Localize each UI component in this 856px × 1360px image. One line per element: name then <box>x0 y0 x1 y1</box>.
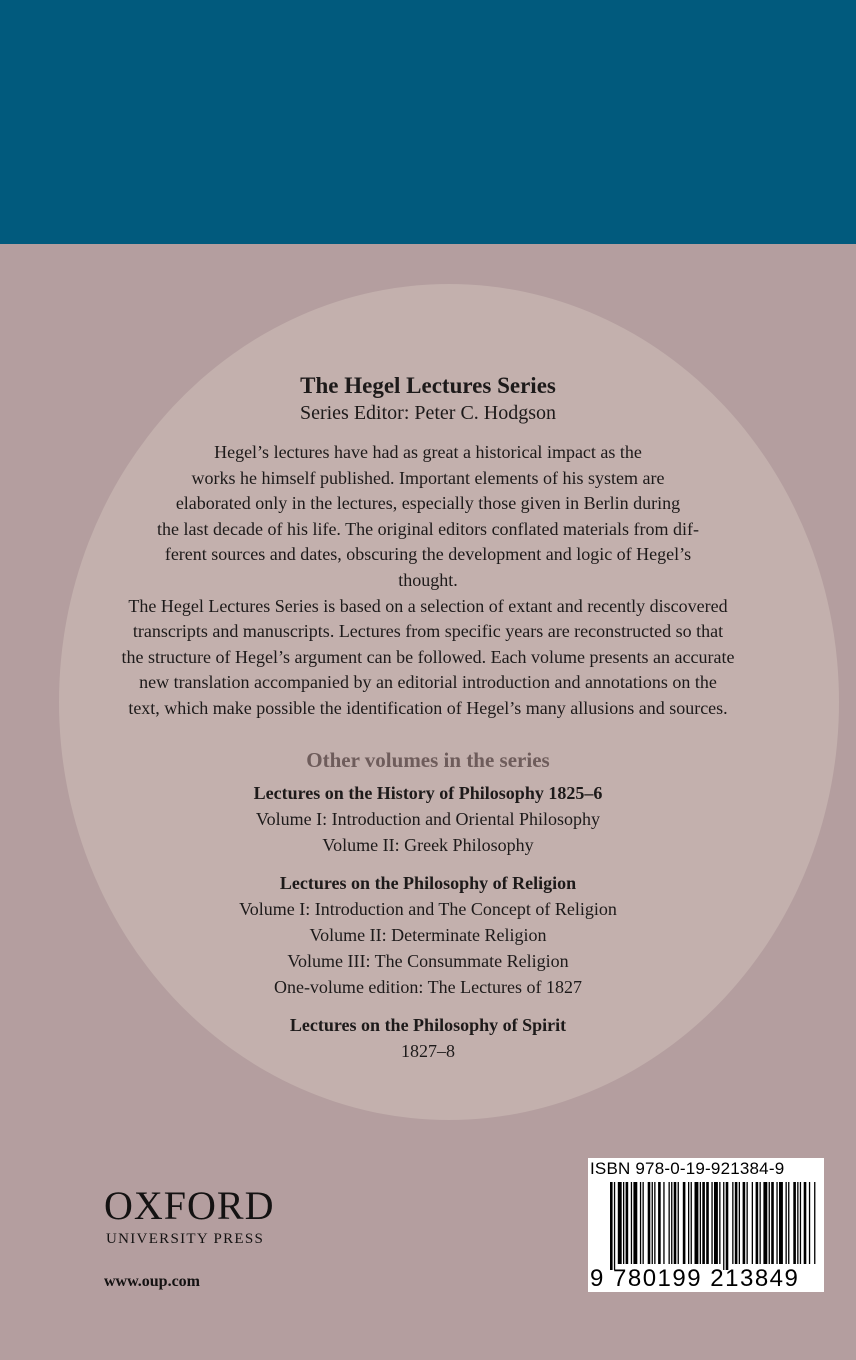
other-volumes-heading: Other volumes in the series <box>306 747 550 772</box>
barcode-bar <box>652 1182 653 1264</box>
paragraph-line: the last decade of his life. The original editors conflated materials from dif- <box>157 518 699 539</box>
barcode-bar <box>763 1182 767 1264</box>
barcode-bar <box>626 1182 629 1264</box>
description-paragraph-2 <box>48 594 808 722</box>
volume-group-title: Lectures on the Philosophy of Spirit <box>289 1014 567 1035</box>
description-paragraph-1 <box>83 440 773 594</box>
series-editor: Series Editor: Peter C. Hodgson <box>299 402 557 424</box>
paragraph-line: thought. <box>398 569 458 590</box>
barcode-bar <box>623 1182 624 1264</box>
publisher-url: www.oup.com <box>104 1273 201 1290</box>
isbn-label: ISBN 978-0-19-921384-9 <box>590 1159 785 1178</box>
volume-item: Volume I: Introduction and Oriental Philosophy <box>255 808 601 829</box>
barcode-bar <box>735 1182 738 1264</box>
barcode-bar <box>702 1182 705 1264</box>
barcode-bar <box>610 1182 613 1270</box>
barcode-bar <box>739 1182 740 1264</box>
barcode-bar <box>776 1182 777 1264</box>
paragraph-line: new translation accompanied by an editorial introduction and annotations on the <box>139 672 717 693</box>
barcode-bar <box>671 1182 672 1264</box>
barcode-bar <box>788 1182 789 1264</box>
volume-item: Volume II: Greek Philosophy <box>322 834 534 855</box>
barcode-bar <box>658 1182 661 1264</box>
barcode-bar <box>678 1182 679 1264</box>
barcode-bar <box>797 1182 798 1264</box>
oxford-logo <box>104 1183 314 1248</box>
barcode-bar <box>695 1182 699 1264</box>
volume-group-title: Lectures on the History of Philosophy 1825–6 <box>253 782 603 803</box>
barcode-bar <box>711 1182 712 1264</box>
barcode-bar <box>674 1182 677 1264</box>
volume-item: Volume II: Determinate Religion <box>309 924 547 945</box>
paragraph-line: Hegel’s lectures have had as great a historical impact as the <box>214 442 642 462</box>
barcode-bar <box>714 1182 718 1264</box>
volume-item: 1827–8 <box>401 1040 455 1061</box>
barcode-bar <box>723 1182 724 1270</box>
barcode-bar <box>732 1182 733 1264</box>
volume-group-religion <box>80 870 776 1000</box>
barcode-bar <box>654 1182 655 1264</box>
barcode-digits: 9 780199 213849 <box>590 1265 800 1292</box>
barcode-bar <box>756 1182 759 1264</box>
barcode-bar <box>719 1182 720 1264</box>
barcode-bar <box>614 1182 615 1270</box>
barcode-bar <box>669 1182 670 1264</box>
barcode-bar <box>769 1182 770 1264</box>
top-color-band <box>0 0 856 244</box>
barcode-bar <box>618 1182 622 1264</box>
barcode-bar <box>752 1182 753 1264</box>
barcode-bar <box>700 1182 701 1264</box>
volume-item: Volume III: The Consummate Religion <box>287 950 569 971</box>
volume-item: One-volume edition: The Lectures of 1827 <box>273 976 583 997</box>
barcode-bar <box>663 1182 664 1264</box>
barcode-bar <box>688 1182 689 1264</box>
paragraph-line: ferent sources and dates, obscuring the development and logic of Hegel’s <box>164 544 692 565</box>
blurb-block <box>80 372 776 1076</box>
barcode-bar <box>648 1182 651 1264</box>
barcode-bar <box>747 1182 748 1264</box>
barcode-bar <box>809 1182 810 1264</box>
paragraph-line: text, which make possible the identification of Hegel’s many allusions and sources. <box>128 697 728 718</box>
barcode-bar <box>643 1182 644 1264</box>
barcode-bar <box>800 1182 801 1264</box>
barcode-bar <box>691 1182 692 1264</box>
barcode-bar <box>640 1182 641 1264</box>
barcode-bar <box>706 1182 709 1264</box>
volume-group-spirit <box>80 1012 776 1064</box>
barcode-bar <box>779 1182 783 1264</box>
barcode-bar <box>786 1182 787 1264</box>
volume-group-history <box>80 780 776 858</box>
barcode-bar <box>793 1182 796 1264</box>
barcode-bar <box>743 1182 746 1264</box>
paragraph-line: works he himself published. Important elements of his system are <box>191 467 665 488</box>
barcode-bar <box>804 1182 807 1264</box>
series-title: The Hegel Lectures Series <box>300 373 556 398</box>
barcode-bar <box>633 1182 637 1264</box>
barcode-bar <box>771 1182 774 1264</box>
barcode-bar <box>631 1182 632 1264</box>
logo-main-text: OXFORD <box>104 1183 275 1228</box>
volume-item: Volume I: Introduction and The Concept of Religion <box>239 898 617 919</box>
volume-group-title: Lectures on the Philosophy of Religion <box>279 872 577 893</box>
barcode-bar <box>760 1182 761 1264</box>
paragraph-line: the structure of Hegel’s argument can be followed. Each volume presents an accurate <box>121 646 735 667</box>
barcode-bar <box>683 1182 686 1264</box>
paragraph-line: The Hegel Lectures Series is based on a selection of extant and recently discovered <box>128 595 728 616</box>
paragraph-line: transcripts and manuscripts. Lectures from specific years are reconstructed so that <box>132 621 724 642</box>
isbn-barcode <box>588 1158 824 1292</box>
barcode-bar <box>814 1182 815 1264</box>
logo-sub-text: UNIVERSITY PRESS <box>106 1231 265 1247</box>
paragraph-line: elaborated only in the lectures, especially those given in Berlin during <box>175 493 681 514</box>
barcode-bar <box>726 1182 729 1270</box>
